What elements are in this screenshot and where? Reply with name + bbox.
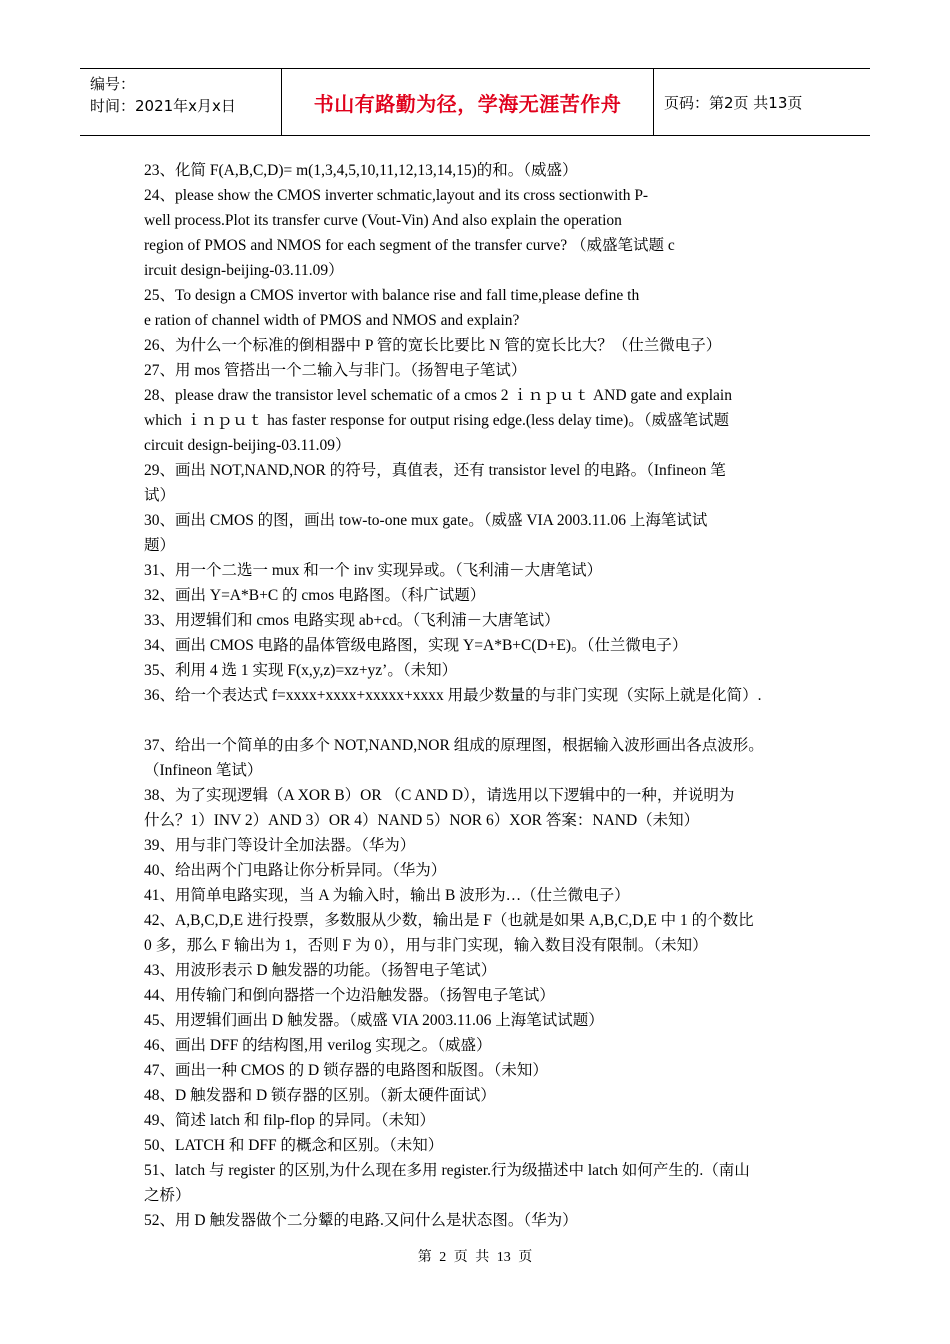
text-line: 0 多，那么 F 输出为 1，否则 F 为 0），用与非门实现，输入数目没有限制。（未知）: [144, 937, 708, 954]
text-line: ircuit design-beijing-03.11.09）: [144, 262, 344, 279]
text-line: （Infineon 笔试）: [144, 762, 263, 779]
text-line: 30、画出 CMOS 的图，画出 tow-to-one mux gate。（威盛 VIA 2003.11.06 上海笔试试: [144, 512, 708, 529]
text-line: e ration of channel width of PMOS and NMOS and explain?: [144, 312, 520, 329]
text-line: 45、用逻辑们画出 D 触发器。（威盛 VIA 2003.11.06 上海笔试试题）: [144, 1012, 604, 1029]
text-line: 47、画出一种 CMOS 的 D 锁存器的电路图和版图。（未知）: [144, 1062, 548, 1079]
text-line: 29、画出 NOT,NAND,NOR 的符号，真值表，还有 transistor level 的电路。（Infineon 笔: [144, 462, 726, 479]
text-line: 52、用 D 触发器做个二分颦的电路.又问什么是状态图。（华为）: [144, 1212, 578, 1229]
text-line: 38、为了实现逻辑（A XOR B）OR （C AND D），请选用以下逻辑中的一种，并说明为: [144, 787, 735, 804]
text-line: 50、LATCH 和 DFF 的概念和区别。（未知）: [144, 1137, 444, 1154]
text-line: 35、利用 4 选 1 实现 F(x,y,z)=xz+yz’。（未知）: [144, 662, 458, 679]
header-code-label: 编号：: [90, 75, 136, 93]
text-line: 48、D 触发器和 D 锁存器的区别。（新太硬件面试）: [144, 1087, 496, 1104]
text-line: 题）: [144, 537, 176, 554]
text-line: 26、为什么一个标准的倒相器中 P 管的宽长比要比 N 管的宽长比大？（仕兰微电子）: [144, 337, 722, 354]
text-line: 36、给一个表达式 f=xxxx+xxxx+xxxxx+xxxx 用最少数量的与非门实现（实际上就是化简）.: [144, 687, 762, 704]
text-line: well process.Plot its transfer curve (Vout-Vin) And also explain the operation: [144, 212, 622, 229]
page-header: [80, 68, 870, 136]
document-body: [144, 158, 820, 1233]
text-line: 27、用 mos 管搭出一个二输入与非门。（扬智电子笔试）: [144, 362, 527, 379]
text-line: 32、画出 Y=A*B+C 的 cmos 电路图。（科广试题）: [144, 587, 486, 604]
text-line: 之桥）: [144, 1187, 191, 1204]
text-line: which ｉｎｐｕｔ has faster response for output rising edge.(less delay time)。（威盛笔试题: [144, 412, 730, 429]
text-line: 51、latch 与 register 的区别,为什么现在多用 register.行为级描述中 latch 如何产生的.（南山: [144, 1162, 750, 1179]
text-line: 28、please draw the transistor level schematic of a cmos 2 ｉｎｐｕｔ AND gate and explain: [144, 387, 732, 404]
text-line: 41、用简单电路实现，当 A 为输入时，输出 B 波形为…（仕兰微电子）: [144, 887, 630, 904]
header-page-info: 页码：第2页 共13页: [664, 93, 803, 112]
text-line: 31、用一个二选一 mux 和一个 inv 实现异或。（飞利浦－大唐笔试）: [144, 562, 603, 579]
text-line: 49、简述 latch 和 filp-flop 的异同。（未知）: [144, 1112, 436, 1129]
page-footer: 第 2 页 共 13 页: [417, 1250, 533, 1265]
text-line: 40、给出两个门电路让你分析异同。（华为）: [144, 862, 447, 879]
text-line: 37、给出一个简单的由多个 NOT,NAND,NOR 组成的原理图，根据输入波形画出各点波形。: [144, 737, 764, 754]
text-line: 46、画出 DFF 的结构图,用 verilog 实现之。（威盛）: [144, 1037, 492, 1054]
text-line: 39、用与非门等设计全加法器。（华为）: [144, 837, 416, 854]
text-line: 34、画出 CMOS 电路的晶体管级电路图，实现 Y=A*B+C(D+E)。（仕兰微电子）: [144, 637, 688, 654]
header-motto: 书山有路勤为径，学海无涯苦作舟: [282, 69, 654, 135]
text-line: region of PMOS and NMOS for each segment of the transfer curve? （威盛笔试题 c: [144, 237, 675, 254]
text-line: circuit design-beijing-03.11.09）: [144, 437, 351, 454]
text-line: 42、A,B,C,D,E 进行投票，多数服从少数，输出是 F（也就是如果 A,B,C,D,E 中 1 的个数比: [144, 912, 754, 929]
text-line: 23、化简 F(A,B,C,D)= m(1,3,4,5,10,11,12,13,14,15)的和。（威盛）: [144, 162, 578, 179]
text-line: 什么？1）INV 2）AND 3）OR 4）NAND 5）NOR 6）XOR 答案：NAND（未知）: [144, 812, 700, 829]
text-line: 试）: [144, 487, 176, 504]
text-line: 25、To design a CMOS invertor with balance rise and fall time,please define th: [144, 287, 640, 304]
header-time-label: 时间：2021年x月x日: [90, 97, 236, 115]
blank-line: [144, 708, 820, 733]
text-line: 43、用波形表示 D 触发器的功能。（扬智电子笔试）: [144, 962, 497, 979]
text-line: 24、please show the CMOS inverter schmatic,layout and its cross sectionwith P-: [144, 187, 649, 204]
header-meta: [80, 69, 282, 135]
text-line: 33、用逻辑们和 cmos 电路实现 ab+cd。（飞利浦－大唐笔试）: [144, 612, 560, 629]
text-line: 44、用传输门和倒向器搭一个边沿触发器。（扬智电子笔试）: [144, 987, 555, 1004]
